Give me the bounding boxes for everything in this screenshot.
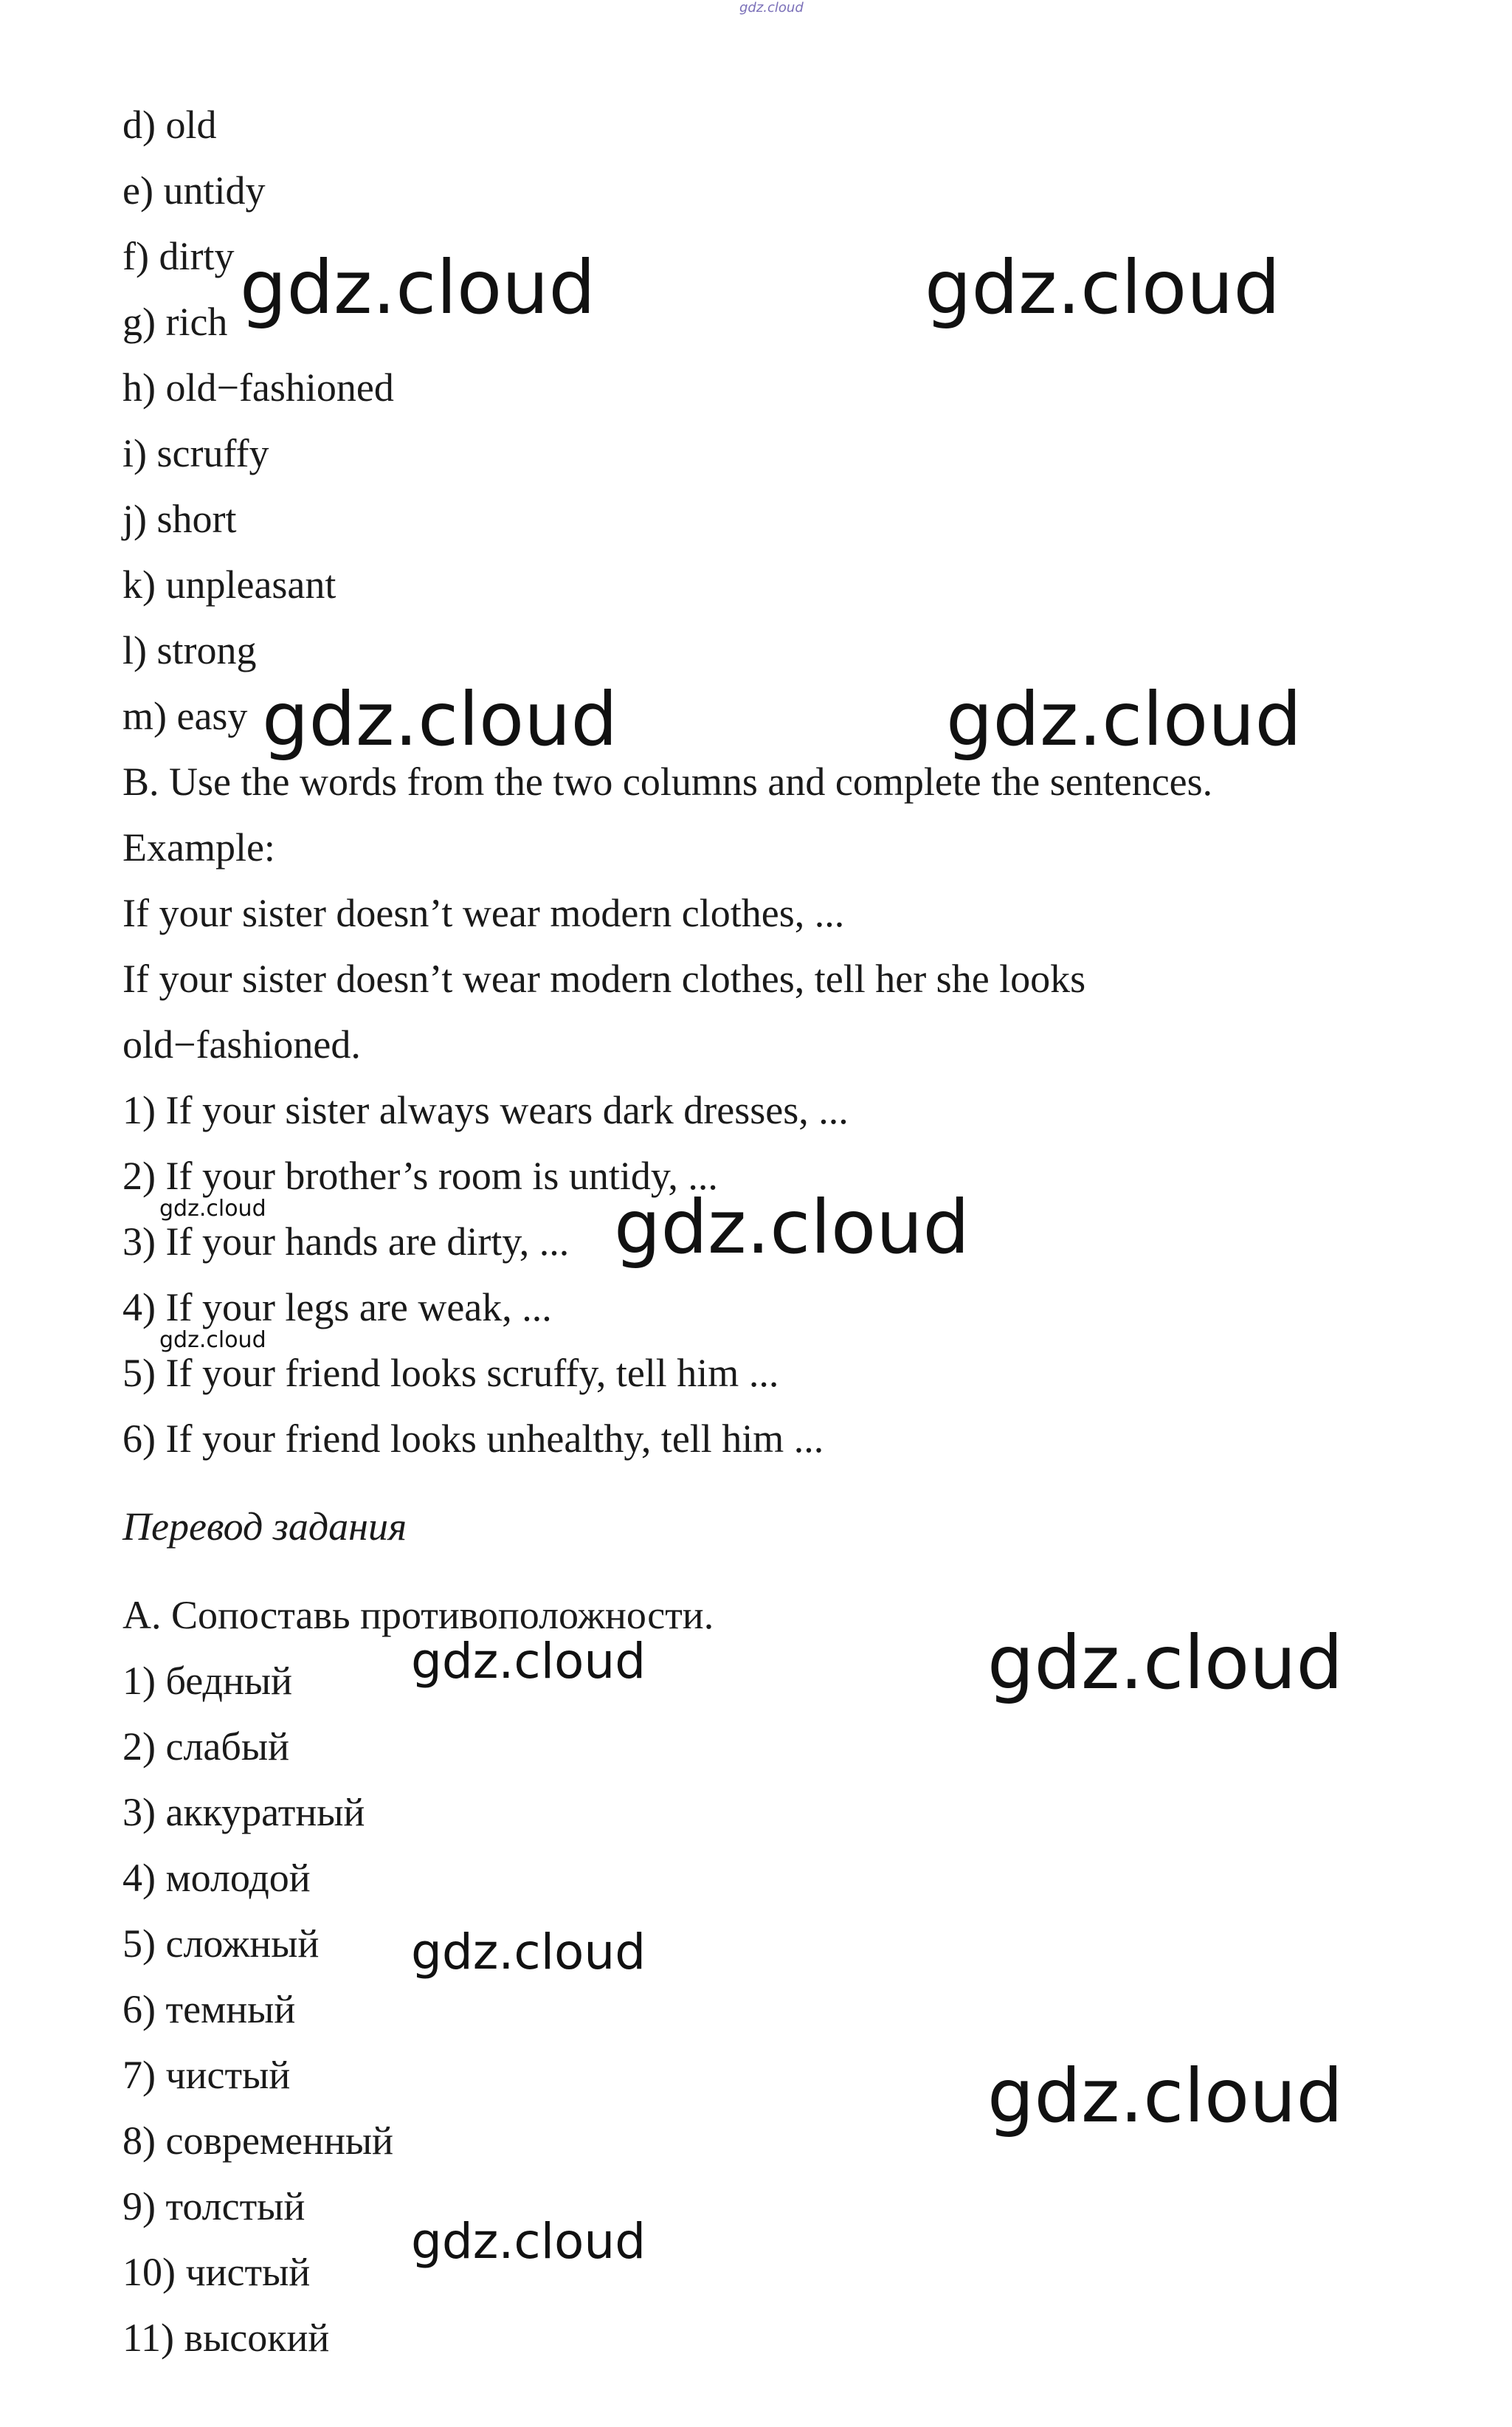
translation-item: 3) аккуратный xyxy=(122,1790,365,1834)
list-item: l) strong xyxy=(122,628,257,672)
header-watermark: gdz.cloud xyxy=(739,0,804,16)
list-item: i) scruffy xyxy=(122,431,269,475)
sentence-item: 1) If your sister always wears dark dresses, ... xyxy=(122,1088,849,1132)
translation-item: 9) толстый xyxy=(122,2184,305,2228)
watermark: gdz.cloud xyxy=(411,1924,646,1980)
watermark: gdz.cloud xyxy=(614,1184,970,1270)
example-answer-continued: old−fashioned. xyxy=(122,1022,361,1067)
list-item: j) short xyxy=(122,497,237,541)
translation-item: 6) темный xyxy=(122,1987,296,2031)
watermark: gdz.cloud xyxy=(240,244,596,331)
example-prompt: If your sister doesn’t wear modern clothes, ... xyxy=(122,891,845,935)
example-answer: If your sister doesn’t wear modern clothes, tell her she looks xyxy=(122,957,1086,1001)
watermark: gdz.cloud xyxy=(946,676,1302,762)
watermark: gdz.cloud xyxy=(411,2213,646,2270)
list-item: k) unpleasant xyxy=(122,562,336,607)
watermark: gdz.cloud xyxy=(987,1619,1344,1706)
example-label: Example: xyxy=(122,825,275,870)
translation-item: 10) чистый xyxy=(122,2250,311,2294)
task-b-instruction: B. Use the words from the two columns and complete the sentences. xyxy=(122,760,1213,804)
sentence-item: 2) If your brother’s room is untidy, ... xyxy=(122,1154,718,1198)
list-item: f) dirty xyxy=(122,234,235,278)
watermark: gdz.cloud xyxy=(411,1633,646,1690)
watermark: gdz.cloud xyxy=(159,1327,266,1353)
translation-item: 8) современный xyxy=(122,2118,394,2163)
translation-item: 2) слабый xyxy=(122,1724,290,1769)
watermark: gdz.cloud xyxy=(987,2053,1344,2139)
list-item: m) easy xyxy=(122,694,248,738)
translation-item: 5) сложный xyxy=(122,1921,320,1966)
sentence-item: 4) If your legs are weak, ... xyxy=(122,1285,552,1329)
watermark: gdz.cloud xyxy=(159,1196,266,1222)
translation-item: 1) бедный xyxy=(122,1659,293,1703)
translation-item: 7) чистый xyxy=(122,2053,291,2097)
watermark: gdz.cloud xyxy=(925,244,1281,331)
translation-item: 4) молодой xyxy=(122,1856,311,1900)
list-item: g) rich xyxy=(122,300,228,344)
translation-task-a: А. Сопоставь противоположности. xyxy=(122,1593,714,1637)
watermark: gdz.cloud xyxy=(262,676,618,762)
translation-heading: Перевод задания xyxy=(122,1504,407,1549)
translation-item: 11) высокий xyxy=(122,2316,330,2360)
list-item: e) untidy xyxy=(122,168,266,213)
list-item: d) old xyxy=(122,103,217,147)
sentence-item: 6) If your friend looks unhealthy, tell him ... xyxy=(122,1416,824,1461)
sentence-item: 5) If your friend looks scruffy, tell him ... xyxy=(122,1351,779,1395)
list-item: h) old−fashioned xyxy=(122,365,394,410)
sentence-item: 3) If your hands are dirty, ... xyxy=(122,1219,570,1264)
